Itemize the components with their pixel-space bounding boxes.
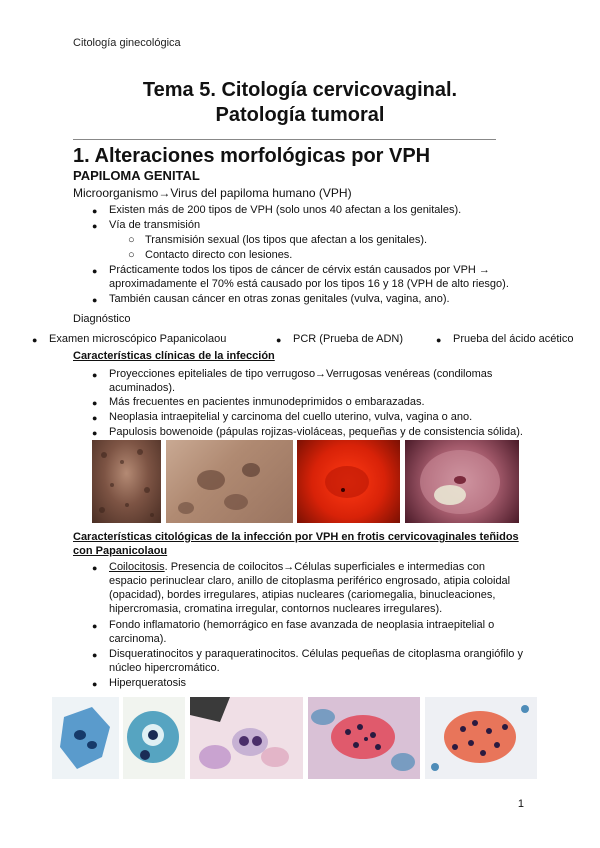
koilocytosis-term: Coilocitosis [109, 561, 165, 573]
micrograph-binucleation [190, 697, 303, 779]
list-item: Vía de transmisión [109, 219, 201, 231]
bullet-dot: ● [92, 413, 98, 423]
list-item-continued: núcleo hipercromático. [109, 662, 220, 674]
clinical-photo-cervix-red [297, 440, 400, 523]
micrograph-koilocyte-1 [52, 697, 119, 779]
list-item: Proyecciones epiteliales de tipo verrugoso→Verrugosas venéreas (condilomas [109, 368, 493, 380]
clinical-photo-cervix-lesion [405, 440, 519, 523]
cyto-subtitle-line-1: Características citológicas de la infección por VPH en frotis cervicovaginales teñidos [73, 531, 519, 543]
list-item: Papulosis bowenoide (pápulas rojizas-violáceas, pequeñas y de consistencia sólida). [109, 426, 523, 438]
list-item: También causan cáncer en otras zonas genitales (vulva, vagina, ano). [109, 293, 450, 305]
bullet-dot: ● [276, 335, 282, 345]
sub-list-item: Contacto directo con lesiones. [145, 249, 293, 261]
list-item-continued: acuminados). [109, 382, 176, 394]
micrograph-inflammatory [308, 697, 420, 779]
list-item: Existen más de 200 tipos de VPH (solo unos 40 afectan a los genitales). [109, 204, 462, 216]
bullet-dot: ● [92, 398, 98, 408]
diag-method: PCR (Prueba de ADN) [293, 333, 404, 345]
sub-list-item: Transmisión sexual (los tipos que afectan a los genitales). [145, 234, 428, 246]
bullet-dot: ● [92, 650, 98, 660]
clinical-photo-condyloma-2 [166, 440, 293, 523]
list-item: Hiperqueratosis [109, 677, 187, 689]
bullet-dot: ● [92, 266, 98, 276]
koilocytosis-text: . Presencia de coilocitos→Células superficiales e intermedias con [164, 561, 486, 573]
diagnostico-label: Diagnóstico [73, 313, 131, 325]
microorganism-line: Microorganismo→Virus del papiloma humano (VPH) [73, 186, 352, 200]
list-item-continued: aproximadamente el 70% está causado por los tipos 16 y 18 (VPH de alto riesgo). [109, 278, 509, 290]
micrograph-koilocyte-2 [123, 697, 185, 779]
title-divider [73, 139, 496, 140]
document-title-line-2: Patología tumoral [215, 104, 385, 126]
bullet-dot: ● [92, 221, 98, 231]
document-title-line-1: Tema 5. Citología cervicovaginal. [142, 79, 458, 101]
bullet-dot: ● [92, 679, 98, 689]
list-item: Fondo inflamatorio (hemorrágico en fase avanzada de neoplasia intraepitelial o [109, 619, 495, 631]
list-item: Prácticamente todos los tipos de cáncer de cérvix están causados por VPH → [109, 264, 490, 276]
list-item-continued: (opacidad), bordes irregulares, atipias nucleares (cariomegalia, binucleaciones, [109, 589, 496, 601]
micrograph-dyskeratocytes [425, 697, 537, 779]
sub-bullet-circle: ○ [128, 234, 135, 246]
bullet-dot: ● [32, 335, 38, 345]
running-header: Citología ginecológica [73, 37, 181, 49]
bullet-dot: ● [436, 335, 442, 345]
list-item-continued: espacio perinuclear claro, anillo de citoplasma periférico engrosado, atipia coloidal [109, 575, 511, 587]
list-item [109, 560, 485, 574]
list-item-continued: carcinoma). [109, 633, 167, 645]
subheading: PAPILOMA GENITAL [73, 168, 200, 183]
list-item: Disqueratinocitos y paraqueratinocitos. Células pequeñas de citoplasma orangiófilo y [109, 648, 523, 660]
bullet-dot: ● [92, 621, 98, 631]
clinical-photo-condyloma-1 [92, 440, 161, 523]
section-heading: 1. Alteraciones morfológicas por VPH [73, 145, 431, 167]
cyto-subtitle-line-2: con Papanicolaou [73, 545, 168, 557]
bullet-dot: ● [92, 563, 98, 573]
clinical-subtitle: Características clínicas de la infección [73, 350, 275, 362]
diag-method: Prueba del ácido acético [453, 333, 574, 345]
page-number: 1 [517, 798, 524, 810]
bullet-dot: ● [92, 295, 98, 305]
bullet-dot: ● [92, 370, 98, 380]
diag-method: Examen microscópico Papanicolaou [49, 333, 227, 345]
list-item-continued: hipercromasia, cromatina irregular, contornos nucleares irregulares). [109, 603, 443, 615]
bullet-dot: ● [92, 428, 98, 438]
bullet-dot: ● [92, 206, 98, 216]
list-item: Neoplasia intraepitelial y carcinoma del cuello uterino, vulva, vagina o ano. [109, 411, 473, 423]
list-item: Más frecuentes en pacientes inmunodeprimidos o embarazadas. [109, 396, 425, 408]
sub-bullet-circle: ○ [128, 249, 135, 261]
